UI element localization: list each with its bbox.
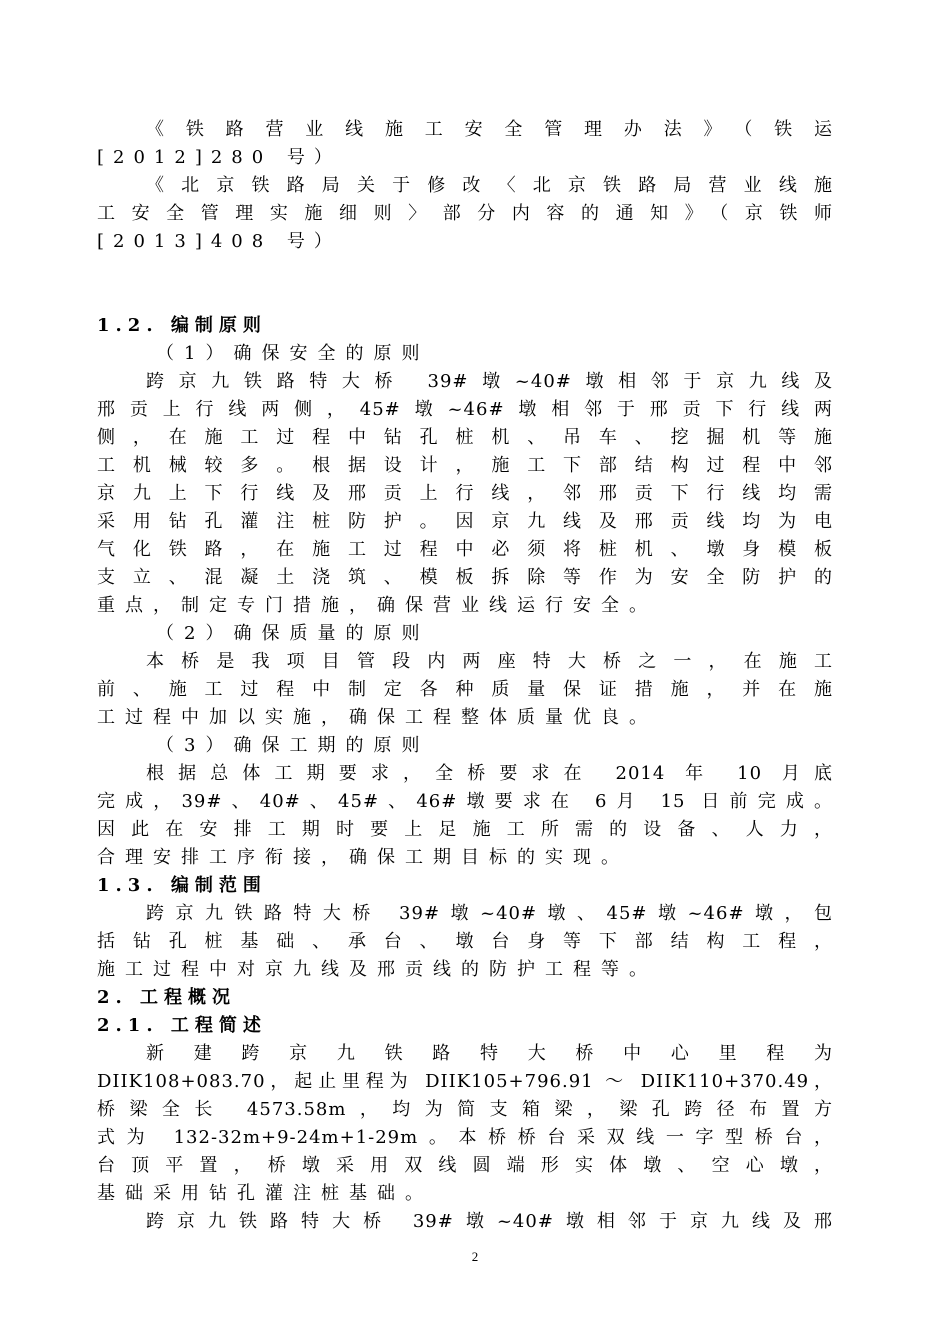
para-line: 采用钻孔灌注桩防护。因京九线及邢贡线均为电: [97, 511, 833, 532]
para-line: DIIK108+083.70，起止里程为 DIIK105+796.91 ～ DIIK110+370.49，: [97, 1071, 833, 1092]
principle-3-title: （3）确保工期的原则: [156, 735, 430, 756]
para-line: 因此在安排工期时要上足施工所需的设备、人力，: [97, 819, 833, 840]
ref-line-3: 《北京铁路局关于修改〈北京铁路局营业线施: [146, 175, 833, 196]
para-line: 完成，39#、40#、45#、46#墩要求在 6月 15 日前完成。: [97, 791, 833, 812]
ref-line-5: [2013]408 号）: [97, 231, 341, 252]
para-line: 跨京九铁路特大桥 39#墩~40#墩相邻于京九线及: [146, 371, 833, 392]
heading-2: 2. 工程概况: [97, 987, 237, 1008]
para-line: 合理安排工序衔接，确保工期目标的实现。: [97, 847, 629, 868]
principle-1-title: （1）确保安全的原则: [156, 343, 430, 364]
para-line: 根据总体工期要求，全桥要求在 2014 年 10 月底: [146, 763, 833, 784]
ref-line-4: 工安全管理实施细则〉部分内容的通知》（京铁师: [97, 203, 833, 224]
para-line: 式为 132-32m+9-24m+1-29m。本桥桥台采双线一字型桥台，: [97, 1127, 833, 1148]
para-line: 台顶平置，桥墩采用双线圆端形实体墩、空心墩，: [97, 1155, 833, 1176]
para-line: 施工过程中对京九线及邢贡线的防护工程等。: [97, 959, 657, 980]
para-line: 工机械较多。根据设计，施工下部结构过程中邻: [97, 455, 833, 476]
para-line: 侧，在施工过程中钻孔桩机、吊车、挖掘机等施: [97, 427, 833, 448]
para-line: 重点，制定专门措施，确保营业线运行安全。: [97, 595, 657, 616]
para-line: 前、施工过程中制定各种质量保证措施，并在施: [97, 679, 833, 700]
ref-line-2: [2012]280 号）: [97, 147, 341, 168]
para-line: 工过程中加以实施，确保工程整体质量优良。: [97, 707, 657, 728]
para-line: 邢贡上行线两侧，45#墩~46#墩相邻于邢贡下行线两: [97, 399, 833, 420]
para-line: 本桥是我项目管段内两座特大桥之一，在施工: [146, 651, 833, 672]
para-line: 新建跨京九铁路特大桥中心里程为: [146, 1043, 833, 1064]
ref-line-1: 《铁路营业线施工安全管理办法》（铁运: [146, 119, 833, 140]
para-line: 跨京九铁路特大桥 39#墩~40#墩相邻于京九线及邢: [146, 1211, 833, 1232]
para-line: 京九上下行线及邢贡上行线，邻邢贡下行线均需: [97, 483, 833, 504]
para-line: 基础采用钻孔灌注桩基础。: [97, 1183, 433, 1204]
heading-1-3: 1.3. 编制范围: [97, 875, 267, 896]
para-line: 桥梁全长 4573.58m，均为简支箱梁，梁孔跨径布置方: [97, 1099, 833, 1120]
para-line: 支立、混凝土浇筑、模板拆除等作为安全防护的: [97, 567, 833, 588]
para-line: 括钻孔桩基础、承台、墩台身等下部结构工程，: [97, 931, 833, 952]
para-line: 气化铁路，在施工过程中必须将桩机、墩身模板: [97, 539, 833, 560]
page-number: 2: [471, 1249, 479, 1264]
heading-2-1: 2.1. 工程简述: [97, 1015, 267, 1036]
para-line: 跨京九铁路特大桥 39#墩~40#墩、45#墩~46#墩，包: [146, 903, 833, 924]
heading-1-2: 1.2. 编制原则: [97, 315, 267, 336]
principle-2-title: （2）确保质量的原则: [156, 623, 430, 644]
